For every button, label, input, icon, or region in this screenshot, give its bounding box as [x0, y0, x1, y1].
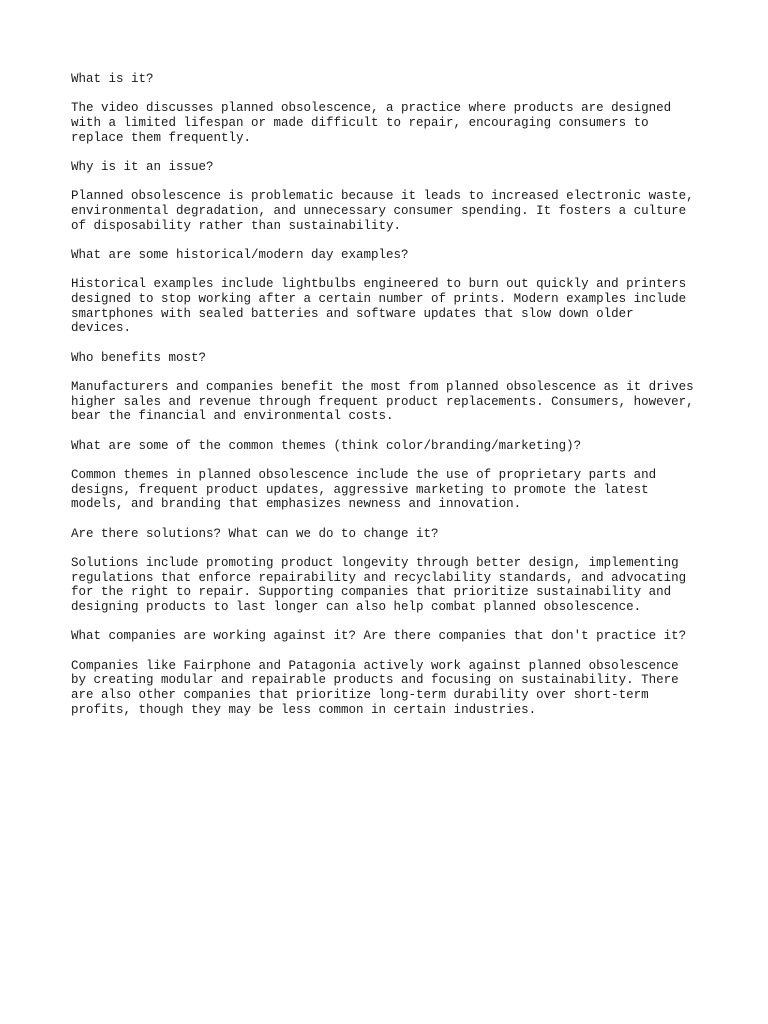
answer-why-issue: Planned obsolescence is problematic because it leads to increased electronic waste, environmental degradation, and unnecessary consumer spending. It fosters a culture of disposability rather than sustainability.: [71, 189, 694, 233]
answer-common-themes: Common themes in planned obsolescence include the use of proprietary parts and designs, frequent product updates, aggressive marketing to promote the latest models, and branding that emphasizes newness and innovation.: [71, 468, 657, 512]
answer-what-is-it: The video discusses planned obsolescence, a practice where products are designed with a limited lifespan or made difficult to repair, encouraging consumers to replace them frequently.: [71, 101, 672, 145]
answer-companies: Companies like Fairphone and Patagonia actively work against planned obsolescence by creating modular and repairable products and focusing on sustainability. There are also other companies that prioritize long-term durability over short-term profits, though they may be less common in certain industries.: [71, 658, 679, 717]
answer-solutions: Solutions include promoting product longevity through better design, implementing regulations that enforce repairability and recyclability standards, and advocating for the right to repair. Supporting companies that prioritize sustainability and designing products to last longer can also help combat planned obsolescence.: [71, 556, 687, 615]
answer-who-benefits: Manufacturers and companies benefit the most from planned obsolescence as it drives higher sales and revenue through frequent product replacements. Consumers, however, bear the financial and environmental costs.: [71, 380, 694, 424]
question-why-issue: Why is it an issue?: [71, 160, 214, 174]
question-examples: What are some historical/modern day examples?: [71, 248, 409, 262]
question-common-themes: What are some of the common themes (think color/branding/marketing)?: [71, 438, 582, 453]
question-who-benefits: Who benefits most?: [71, 350, 207, 365]
answer-examples: Historical examples include lightbulbs engineered to burn out quickly and printers designed to stop working after a certain number of prints. Modern examples include smartphones with sealed batteries and software updates that slow down older devices.: [71, 277, 687, 336]
question-what-is-it: What is it?: [71, 72, 154, 86]
document-page: [71, 72, 711, 732]
question-solutions: Are there solutions? What can we do to change it?: [71, 526, 439, 541]
question-companies: What companies are working against it? Are there companies that don't practice it?: [71, 629, 687, 644]
